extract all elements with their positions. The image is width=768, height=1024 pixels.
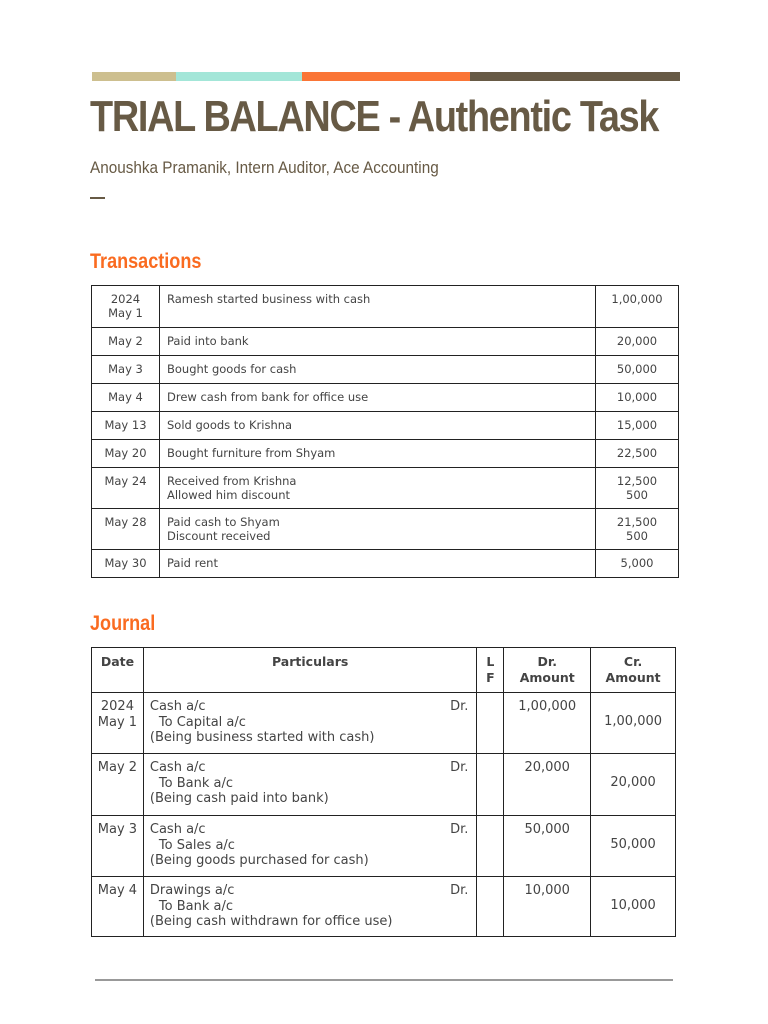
amount-line: 50,000: [616, 362, 658, 376]
date-line: 2024: [100, 699, 134, 714]
journal-cr-amount: 50,000: [591, 816, 676, 877]
description-line: Received from Krishna: [167, 474, 297, 488]
journal-dr-amount: 1,00,000: [504, 693, 591, 754]
amount-line: 22,500: [616, 446, 658, 460]
description-line: Paid cash to Shyam: [167, 515, 280, 529]
journal-header-date: Date: [92, 648, 144, 693]
journal-lf: [477, 754, 504, 816]
amount-line: 15,000: [616, 418, 658, 432]
table-row: [92, 550, 679, 578]
dr-marker: Dr.: [450, 699, 469, 714]
credit-account: To Bank a/c: [158, 775, 233, 791]
description-line: Paid rent: [167, 556, 218, 570]
transaction-description: [160, 286, 596, 328]
date-line: May 28: [104, 515, 147, 529]
transaction-date: [92, 286, 160, 328]
narration: (Being business started with cash): [149, 730, 375, 745]
transaction-amount: [596, 412, 679, 440]
journal-header-dr-amount: Dr. Amount: [504, 648, 591, 693]
description-line: Discount received: [167, 529, 271, 543]
journal-heading: Journal: [90, 612, 156, 635]
transaction-amount: [596, 384, 679, 412]
amount-line: 1,00,000: [611, 292, 663, 306]
debit-line: [150, 883, 469, 899]
date-line: May 4: [97, 883, 138, 898]
transactions-heading: Transactions: [90, 250, 202, 273]
transaction-amount: [596, 286, 679, 328]
journal-row: [92, 693, 676, 754]
stripe-orange: [302, 72, 470, 81]
transaction-date: [92, 328, 160, 356]
journal-lf: [477, 693, 504, 754]
transactions-table: [91, 285, 679, 578]
journal-particulars: [143, 693, 477, 754]
transaction-amount: [596, 509, 679, 550]
amount-line: 21,500: [616, 515, 658, 529]
narration: (Being cash paid into bank): [149, 791, 329, 806]
transaction-description: [160, 468, 596, 509]
transaction-date: [92, 356, 160, 384]
journal-dr-amount: 50,000: [504, 816, 591, 877]
transaction-amount: [596, 356, 679, 384]
date-line: May 24: [104, 474, 147, 488]
journal-cr-amount: 1,00,000: [591, 693, 676, 754]
description-line: Bought furniture from Shyam: [167, 446, 336, 460]
transaction-date: [92, 384, 160, 412]
transaction-date: [92, 468, 160, 509]
date-line: May 3: [97, 822, 138, 837]
journal-lf: [477, 877, 504, 937]
credit-account: To Sales a/c: [158, 837, 235, 853]
journal-particulars: [143, 877, 477, 937]
footer-divider: [95, 979, 673, 981]
journal-row: [92, 877, 676, 937]
date-line: May 13: [104, 418, 147, 432]
transaction-description: [160, 412, 596, 440]
credit-account: To Bank a/c: [158, 898, 233, 914]
journal-lf: [477, 816, 504, 877]
date-line: May 2: [97, 760, 138, 775]
date-line: May 2: [108, 334, 143, 348]
journal-date: [92, 754, 144, 816]
amount-line: 500: [626, 529, 648, 543]
journal-header-row: [92, 648, 676, 693]
date-line: May 1: [97, 714, 138, 730]
transaction-date: [92, 550, 160, 578]
journal-particulars: [143, 754, 477, 816]
stripe-tan: [92, 72, 176, 81]
amount-line: 5,000: [620, 556, 654, 570]
journal-row: [92, 754, 676, 816]
journal-table: [91, 647, 676, 937]
description-line: Sold goods to Krishna: [167, 418, 293, 432]
dr-marker: Dr.: [450, 822, 469, 837]
date-line: May 3: [108, 362, 143, 376]
journal-dr-amount: 10,000: [504, 877, 591, 937]
title-dash: [90, 197, 105, 199]
journal-dr-amount: 20,000: [504, 754, 591, 816]
journal-header-particulars: Particulars: [143, 648, 477, 693]
stripe-brown: [470, 72, 680, 81]
journal-row: [92, 816, 676, 877]
debit-line: [150, 822, 469, 838]
transaction-description: [160, 384, 596, 412]
amount-line: 20,000: [616, 334, 658, 348]
transaction-amount: [596, 328, 679, 356]
journal-date: [92, 693, 144, 754]
table-row: [92, 384, 679, 412]
date-line: May 20: [104, 446, 147, 460]
description-line: Allowed him discount: [167, 488, 291, 502]
journal-date: [92, 877, 144, 937]
date-line: 2024: [110, 292, 141, 306]
description-line: Paid into bank: [167, 334, 249, 348]
amount-line: 500: [626, 488, 648, 502]
description-line: Ramesh started business with cash: [167, 292, 371, 306]
stripe-mint: [176, 72, 302, 81]
table-row: [92, 328, 679, 356]
transaction-amount: [596, 550, 679, 578]
transaction-description: [160, 328, 596, 356]
narration: (Being goods purchased for cash): [149, 853, 369, 868]
transaction-description: [160, 440, 596, 468]
table-row: [92, 286, 679, 328]
journal-cr-amount: 20,000: [591, 754, 676, 816]
journal-cr-amount: 10,000: [591, 877, 676, 937]
transaction-description: [160, 550, 596, 578]
page-title: TRIAL BALANCE - Authentic Task: [90, 92, 659, 141]
debit-line: [150, 699, 469, 715]
dr-marker: Dr.: [450, 883, 469, 898]
debit-account: Cash a/c: [149, 760, 206, 775]
debit-account: Cash a/c: [149, 822, 206, 837]
journal-header-cr-amount: Cr. Amount: [591, 648, 676, 693]
transaction-date: [92, 412, 160, 440]
transaction-description: [160, 356, 596, 384]
page-subtitle: Anoushka Pramanik, Intern Auditor, Ace Accounting: [90, 158, 439, 177]
narration: (Being cash withdrawn for office use): [149, 914, 393, 929]
table-row: [92, 412, 679, 440]
journal-header-lf: L F: [477, 648, 504, 693]
transaction-amount: [596, 468, 679, 509]
debit-account: Cash a/c: [149, 699, 206, 714]
journal-particulars: [143, 816, 477, 877]
description-line: Drew cash from bank for office use: [167, 390, 369, 404]
journal-date: [92, 816, 144, 877]
amount-line: 10,000: [616, 390, 658, 404]
amount-line: 12,500: [616, 474, 658, 488]
table-row: [92, 440, 679, 468]
dr-marker: Dr.: [450, 760, 469, 775]
transaction-date: [92, 509, 160, 550]
table-row: [92, 356, 679, 384]
date-line: May 30: [104, 556, 147, 570]
debit-line: [150, 760, 469, 776]
transaction-date: [92, 440, 160, 468]
description-line: Bought goods for cash: [167, 362, 297, 376]
table-row: [92, 468, 679, 509]
credit-account: To Capital a/c: [158, 714, 246, 730]
date-line: May 4: [108, 390, 143, 404]
transaction-amount: [596, 440, 679, 468]
table-row: [92, 509, 679, 550]
transaction-description: [160, 509, 596, 550]
debit-account: Drawings a/c: [149, 883, 235, 898]
date-line: May 1: [108, 306, 143, 320]
